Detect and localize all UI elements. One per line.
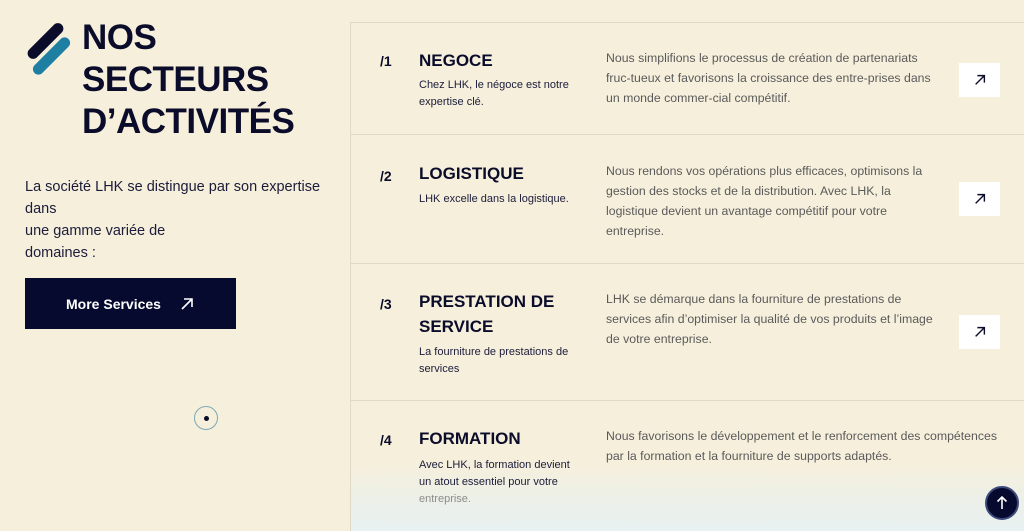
intro-text (25, 176, 345, 264)
service-title: NEGOCE (419, 51, 493, 70)
more-services-button[interactable] (25, 278, 236, 329)
service-item-formation (351, 401, 1024, 531)
arrow-up-right-icon (973, 73, 987, 87)
service-subtitle: LHK excelle dans la logistique. (419, 193, 569, 205)
intro-line: domaines : (25, 245, 96, 261)
heading-line: SECTEURS (82, 60, 269, 99)
service-subtitle: La fourniture de prestations de services (419, 346, 569, 375)
service-number: /1 (380, 53, 392, 69)
service-arrow-button[interactable] (959, 182, 1000, 216)
service-number: /4 (380, 432, 392, 448)
service-number: /2 (380, 168, 392, 184)
heading-line: D’ACTIVITÉS (82, 102, 295, 141)
arrow-up-icon (996, 496, 1008, 510)
scroll-to-top-button[interactable] (985, 486, 1019, 520)
service-description: Nous favorisons le développement et le renforcement des compétences par la formation et la fourniture de supports adaptés. (606, 429, 997, 463)
arrow-up-right-icon (973, 192, 987, 206)
service-arrow-button[interactable] (959, 63, 1000, 97)
arrow-up-right-icon (973, 325, 987, 339)
service-description: Nous simplifions le processus de création de partenariats fruc-tueux et favorisons la croissance des entre-prises dans un monde commer-cial compétitif. (606, 51, 931, 105)
services-panel (350, 22, 1024, 531)
arrow-up-right-icon (179, 296, 195, 312)
service-title: LOGISTIQUE (419, 164, 524, 183)
service-title: FORMATION (419, 429, 521, 448)
service-arrow-button[interactable] (959, 315, 1000, 349)
carousel-dot-indicator[interactable] (194, 406, 218, 430)
service-item-prestation (351, 264, 1024, 401)
section-intro (0, 0, 350, 531)
heading-line: NOS (82, 18, 157, 57)
service-title: PRESTATION DE SERVICE (419, 292, 555, 336)
service-item-logistique (351, 135, 1024, 264)
service-subtitle: Chez LHK, le négoce est notre expertise clé. (419, 79, 569, 108)
intro-line: La société LHK se distingue par son expertise dans (25, 179, 321, 217)
service-description: Nous rendons vos opérations plus efficaces, optimisons la gestion des stocks et de la distribution. Avec LHK, la logistique devient un avantage compétitif pour votre entreprise. (606, 164, 923, 238)
section-heading (82, 17, 342, 143)
service-number: /3 (380, 296, 392, 312)
service-item-negoce (351, 23, 1024, 135)
intro-line: une gamme variée de (25, 223, 166, 239)
more-services-label: More Services (66, 295, 161, 312)
slash-logo-icon (28, 22, 72, 74)
service-subtitle: Avec LHK, la formation devient un atout essentiel pour votre entreprise. (419, 459, 570, 505)
service-description: LHK se démarque dans la fourniture de prestations de services afin d’optimiser la qualité de vos produits et l’image de votre entreprise. (606, 292, 933, 346)
